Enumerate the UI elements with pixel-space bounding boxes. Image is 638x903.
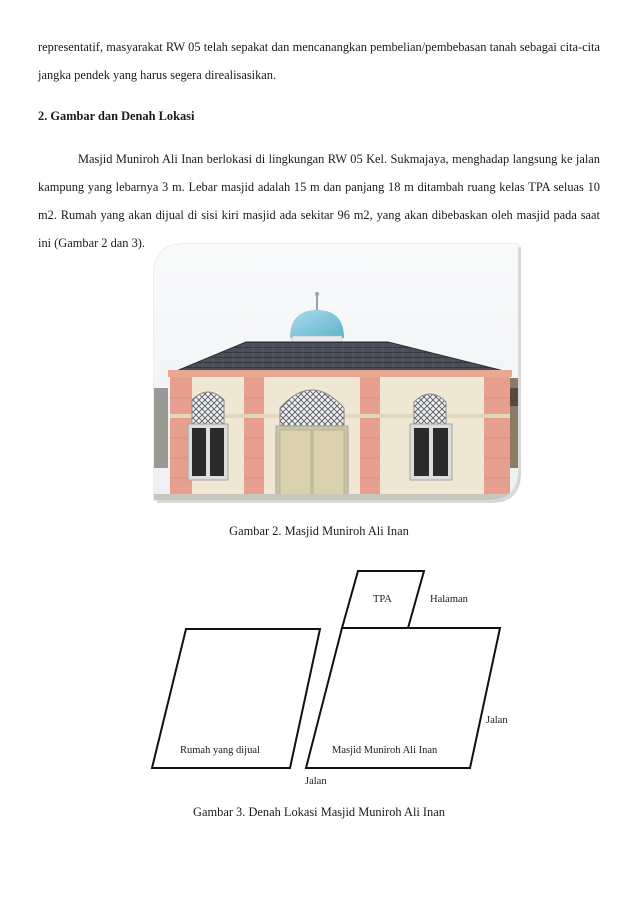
- mosque-photo: [148, 238, 524, 506]
- label-jalan-bottom: Jalan: [305, 776, 327, 786]
- label-tpa: TPA: [373, 594, 392, 605]
- label-masjid: Masjid Muniroh Ali Inan: [332, 745, 438, 756]
- figure3-caption: Gambar 3. Denah Lokasi Masjid Muniroh Ali Inan: [193, 805, 445, 819]
- section-heading: 2. Gambar dan Denah Lokasi: [38, 109, 195, 123]
- label-rumah: Rumah yang dijual: [180, 745, 260, 756]
- paragraph-intro: representatif, masyarakat RW 05 telah sepakat dan mencanangkan pembelian/pembebasan tanah sebagai cita-cita jangka pendek yang harus segera direalisasikan.: [38, 40, 600, 82]
- paragraph-location: Masjid Muniroh Ali Inan berlokasi di lingkungan RW 05 Kel. Sukmajaya, menghadap langsung ke jalan kampung yang lebarnya 3 m. Lebar masjid adalah 15 m dan panjang 18 m ditambah ruang kelas TPA seluas 10 m2. Rumah yang akan dijual di sisi kiri masjid ada sekitar 96 m2, yang akan dibebaskan oleh masjid pada saat ini (Gambar 2 dan 3).: [38, 152, 600, 250]
- label-halaman: Halaman: [430, 594, 468, 605]
- figure2-caption: Gambar 2. Masjid Muniroh Ali Inan: [229, 524, 409, 538]
- location-plan-diagram: [140, 566, 520, 791]
- label-jalan-side: Jalan: [486, 715, 508, 726]
